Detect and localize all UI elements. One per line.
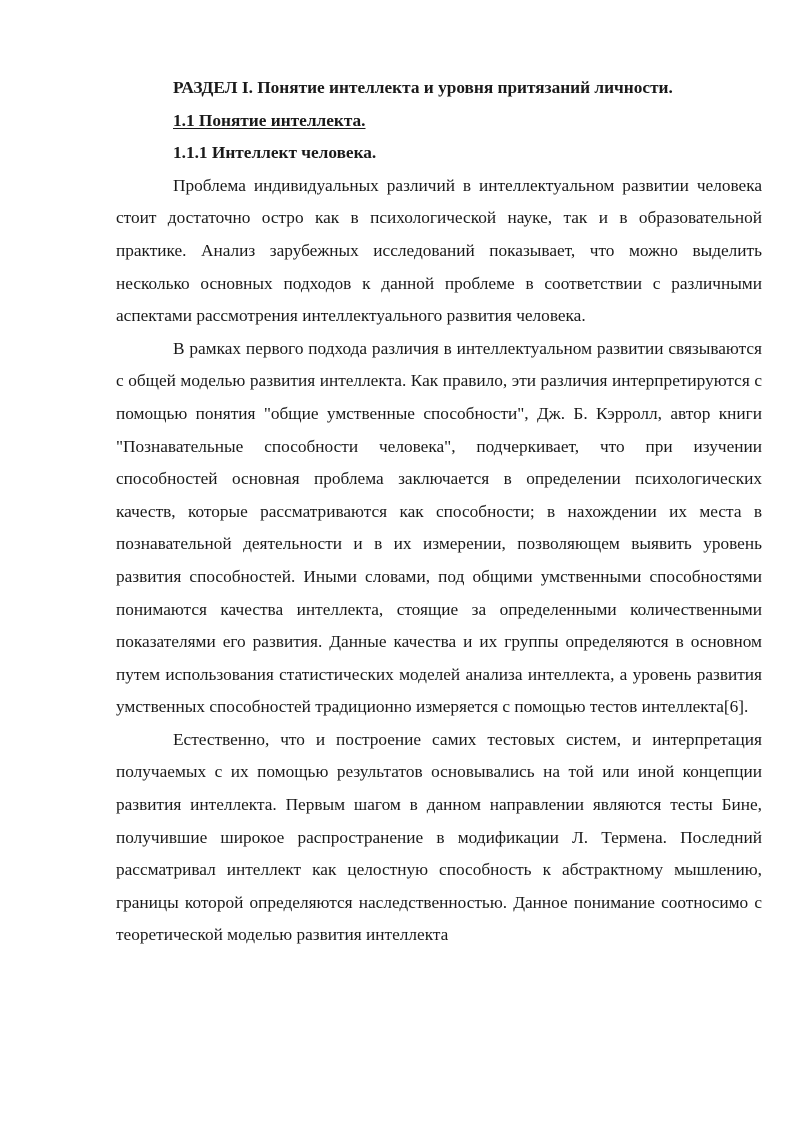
paragraph-3: Естественно, что и построение самих тестовых систем, и интерпретация получаемых с их помощью результатов основывались на той или иной концепции развития интеллекта. Первым шагом в данном направлении являются тесты Бине, получившие широкое распространение в модификации Л. Термена. Последний рассматривал интеллект как целостную способность к абстрактному мышлению, границы которой определяются наследственностью. Данное понимание соотносимо с теоретической моделью развития интеллекта [116, 729, 762, 945]
section-title-text: РАЗДЕЛ I. Понятие интеллекта и уровня притязаний личности. [173, 78, 673, 97]
subsubsection-title-text: 1.1.1 Интеллект человека. [173, 143, 377, 163]
paragraph-1: Проблема индивидуальных различий в интеллектуальном развитии человека стоит достаточно остро как в психологической науке, так и в образовательной практике. Анализ зарубежных исследований показывает, что можно выделить несколько основных подходов к данной проблеме в соответствии с различными аспектами рассмотрения интеллектуального развития человека. [116, 175, 762, 326]
subsection-title-text: 1.1 Понятие интеллекта. [173, 110, 366, 130]
subsubsection-title [116, 137, 762, 170]
paragraph-2: В рамках первого подхода различия в интеллектуальном развитии связываются с общей моделью развития интеллекта. Как правило, эти различия интерпретируются с помощью понятия "общие умственные способности", Дж. Б. Кэрролл, автор книги "Познавательные способности человека", подчеркивает, что при изучении способностей основная проблема заключается в определении психологических качеств, которые рассматриваются как способности; в нахождении их места в познавательной деятельности и в их измерении, позволяющем выявить уровень развития способностей. Иными словами, под общими умственными способностями понимаются качества интеллекта, стоящие за определенными количественными показателями его развития. Данные качества и их группы определяются в основном путем использования статистических моделей анализа интеллекта, а уровень развития умственных способностей традиционно измеряется с помощью тестов интеллекта[6]. [116, 338, 762, 717]
section-title [116, 72, 762, 105]
subsection-title [116, 105, 762, 138]
document-page [116, 72, 762, 952]
